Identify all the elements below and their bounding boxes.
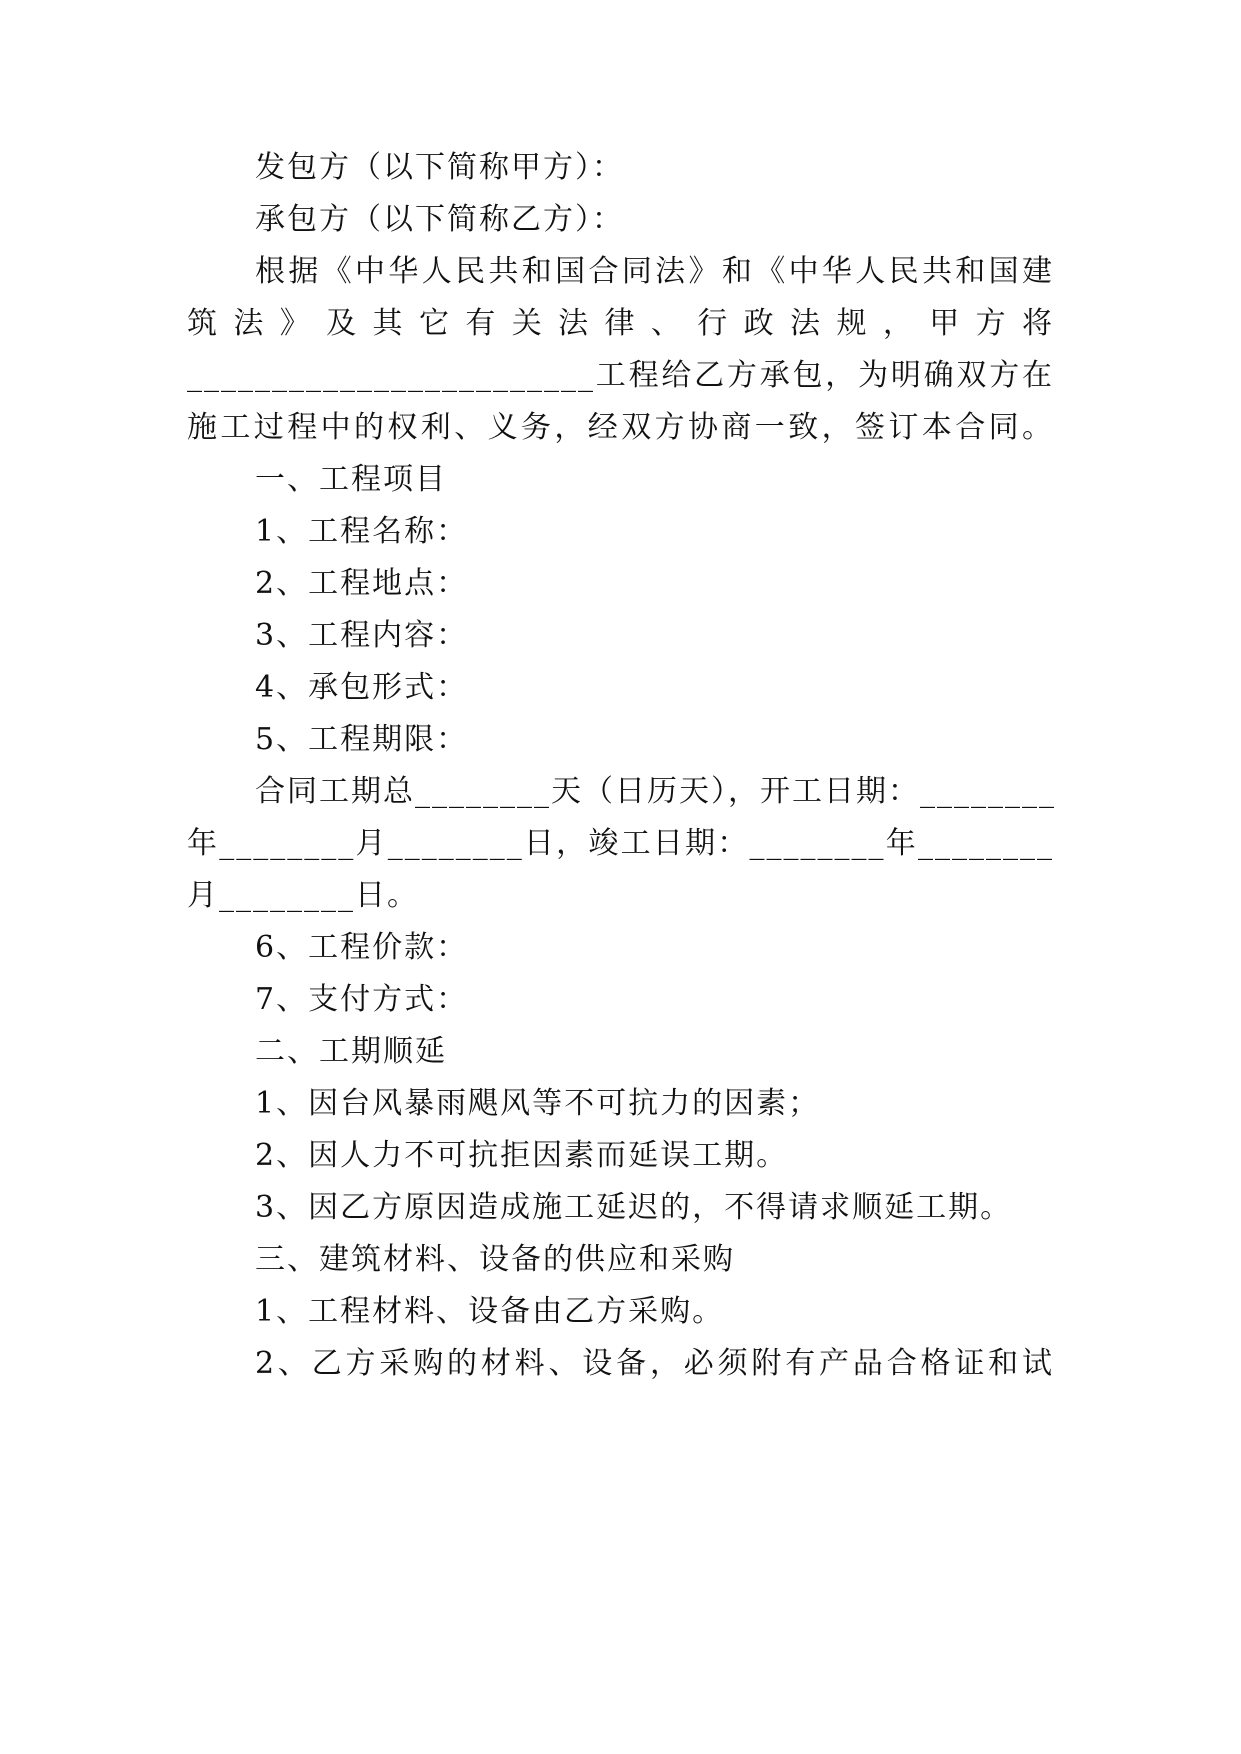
extension-item-1: 1、因台风暴雨飓风等不可抗力的因素； [255, 1086, 821, 1121]
extension-item-2: 2、因人力不可抗拒因素而延误工期。 [255, 1138, 789, 1173]
item-payment-method: 7、支付方式： [255, 982, 469, 1017]
item-project-name: 1、工程名称： [255, 514, 469, 549]
item-project-location: 2、工程地点： [255, 566, 469, 601]
preamble-line-4: 施工过程中的权利、义务，经双方协商一致，签订本合同。 [187, 410, 1054, 445]
item-project-price: 6、工程价款： [255, 930, 469, 965]
schedule-line-3: 月________日。 [187, 878, 419, 913]
item-project-period: 5、工程期限： [255, 722, 469, 757]
section-heading-1: 一、工程项目 [255, 462, 447, 497]
extension-item-3: 3、因乙方原因造成施工延迟的，不得请求顺延工期。 [255, 1190, 1013, 1225]
party-b-line: 承包方（以下简称乙方）： [255, 202, 624, 237]
preamble-line-2: 筑 法 》 及 其 它 有 关 法 律 、 行 政 法 规 ， 甲 方 将 [187, 306, 1054, 341]
section-heading-3: 三、建筑材料、设备的供应和采购 [255, 1242, 735, 1277]
preamble-line-1: 根据《中华人民共和国合同法》和《中华人民共和国建 [255, 254, 1054, 289]
preamble-line-3: ________________________工程给乙方承包，为明确双方在 [187, 358, 1054, 393]
schedule-line-1: 合同工期总________天（日历天），开工日期：________ [255, 774, 1056, 809]
party-a-line: 发包方（以下简称甲方）： [255, 150, 624, 185]
schedule-line-2: 年________月________日，竣工日期：________年________ [187, 826, 1054, 861]
materials-item-2: 2、乙方采购的材料、设备，必须附有产品合格证和试 [255, 1346, 1054, 1381]
item-project-content: 3、工程内容： [255, 618, 469, 653]
section-heading-2: 二、工期顺延 [255, 1034, 447, 1069]
item-contract-form: 4、承包形式： [255, 670, 469, 705]
materials-item-1: 1、工程材料、设备由乙方采购。 [255, 1294, 725, 1329]
